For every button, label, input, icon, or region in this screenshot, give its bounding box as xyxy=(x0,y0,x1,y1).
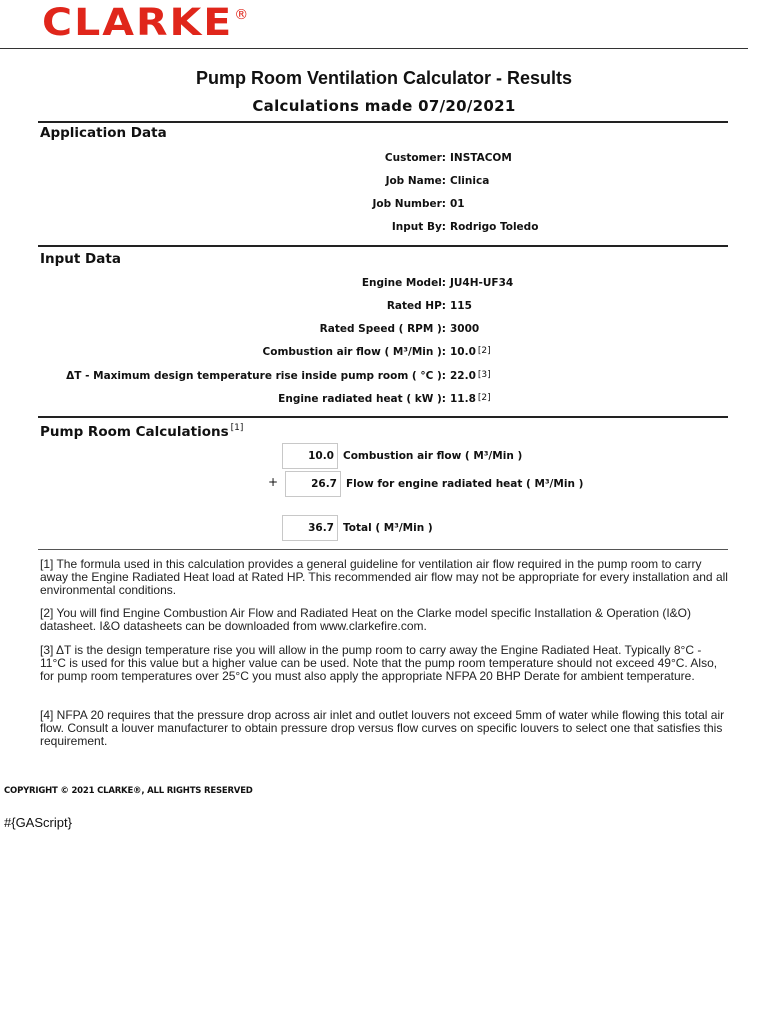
copyright-text: COPYRIGHT © 2021 CLARKE®, ALL RIGHTS RESERVED xyxy=(4,786,253,796)
application-heading: Application Data xyxy=(40,125,167,141)
field-label: Input By: xyxy=(391,221,446,233)
calc-label: Combustion air flow ( M³/Min ) xyxy=(343,450,523,462)
field-label: Customer: xyxy=(384,152,446,164)
section-divider xyxy=(38,121,728,123)
footnote-1: [1] The formula used in this calculation provides a general guideline for ventilation air flow required in the pump room to carry away the Engine Radiated Heat load at Rated HP. This recommended air flow may not be appropriate for every installation and all environmental conditions. xyxy=(40,557,728,597)
footnote-2: [2] You will find Engine Combustion Air Flow and Radiated Heat on the Clarke model specific Installation & Operation (I&O) datasheet. I&O datasheets can be downloaded from www.clarkefire.com. xyxy=(40,606,692,633)
section-divider xyxy=(38,245,728,247)
field-value: 11.8 xyxy=(450,393,476,405)
logo-wordmark: CLARKE xyxy=(42,0,234,45)
calculations-heading xyxy=(40,423,243,440)
footnote-4: [4] NFPA 20 requires that the pressure drop across air inlet and outlet louvers not exceed 5mm of water while flowing this total air flow. Consult a louver manufacturer to obtain pressure drop versus flow curves on specific louvers to select one that satisfies this requirement. xyxy=(40,708,725,748)
field-value: Clinica xyxy=(450,175,490,187)
field-label: Engine radiated heat ( kW ): xyxy=(278,393,446,405)
plus-sign: + xyxy=(268,475,279,489)
input-row-combustion-air-flow xyxy=(0,346,760,358)
field-value: Rodrigo Toledo xyxy=(450,221,539,233)
field-label: Combustion air flow ( M³/Min ): xyxy=(262,346,446,358)
calc-row-total xyxy=(282,515,433,541)
footnote-3: [3] ΔT is the design temperature rise you will allow in the pump room to carry away the Engine Radiated Heat. Typically 8°C - 11°C is used for this value but a higher value can be used. Note that the pump room temperature should not exceed 49°C. Also, for pump room temperatures over 25°C you must also apply the appropriate NFPA 20 BHP Derate for ambient temperature. xyxy=(40,643,718,683)
field-value: 10.0 xyxy=(450,346,476,358)
registered-mark: ® xyxy=(234,7,249,23)
field-label: Rated HP: xyxy=(386,300,446,312)
calc-label: Flow for engine radiated heat ( M³/Min ) xyxy=(346,478,584,490)
input-row-engine-model xyxy=(0,277,760,289)
application-row-customer xyxy=(0,152,760,164)
input-row-rated-speed xyxy=(0,323,760,335)
calc-row-combustion xyxy=(282,443,522,469)
input-row-radiated-heat xyxy=(0,393,760,405)
field-label: ΔT - Maximum design temperature rise inside pump room ( °C ): xyxy=(66,370,446,382)
footnote-ref: [2] xyxy=(477,346,491,356)
calc-value-box: 10.0 xyxy=(282,443,338,469)
field-value: 115 xyxy=(450,300,472,312)
section-divider xyxy=(38,416,728,418)
field-value: JU4H-UF34 xyxy=(450,277,514,289)
page-subtitle: Calculations made 07/20/2021 xyxy=(252,97,516,115)
calc-row-radiated-heat xyxy=(285,471,583,497)
field-label: Engine Model: xyxy=(361,277,446,289)
input-heading: Input Data xyxy=(40,251,121,267)
header-divider xyxy=(0,48,748,49)
footnote-ref: [3] xyxy=(477,370,491,380)
calc-label: Total ( M³/Min ) xyxy=(343,522,433,534)
clarke-logo xyxy=(42,0,249,45)
notes-divider xyxy=(38,549,728,550)
footnote-ref: [1] xyxy=(230,423,244,433)
input-row-rated-hp xyxy=(0,300,760,312)
calc-value-box: 36.7 xyxy=(282,515,338,541)
input-row-delta-t xyxy=(0,370,760,382)
calc-value-box: 26.7 xyxy=(285,471,341,497)
field-value: INSTACOM xyxy=(450,152,512,164)
field-value: 3000 xyxy=(450,323,480,335)
field-value: 01 xyxy=(450,198,465,210)
application-row-job-name xyxy=(0,175,760,187)
field-label: Job Name: xyxy=(385,175,446,187)
footnote-ref: [2] xyxy=(477,393,491,403)
application-row-input-by xyxy=(0,221,760,233)
application-row-job-number xyxy=(0,198,760,210)
field-label: Rated Speed ( RPM ): xyxy=(319,323,446,335)
calculations-heading-text: Pump Room Calculations xyxy=(40,424,229,440)
page-title: Pump Room Ventilation Calculator - Results xyxy=(195,68,573,88)
field-label: Job Number: xyxy=(372,198,446,210)
field-value: 22.0 xyxy=(450,370,476,382)
script-placeholder: #{GAScript} xyxy=(4,815,72,830)
